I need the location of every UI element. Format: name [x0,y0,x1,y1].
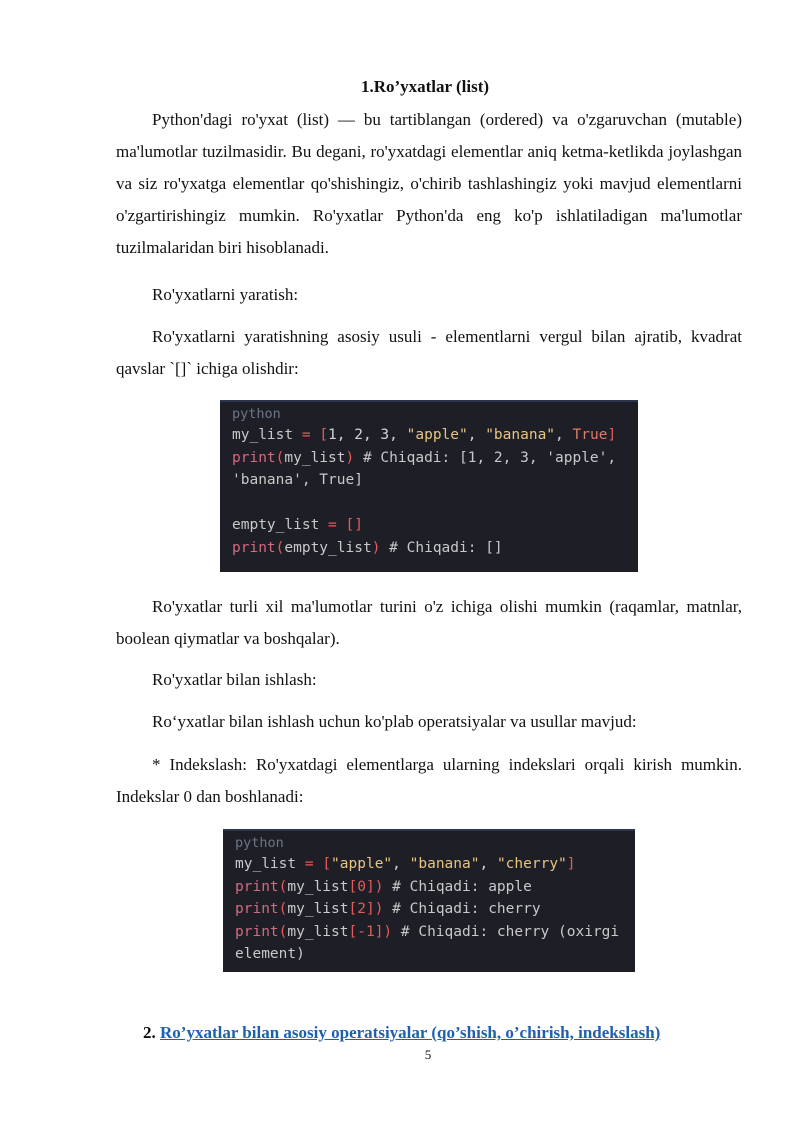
code-block-create [220,400,638,572]
code-line: print(my_list) # Chiqadi: [1, 2, 3, 'apple', [232,449,617,466]
section-2-link[interactable]: Ro’yxatlar bilan asosiy operatsiyalar (qo’shish, o’chirish, indekslash) [160,1023,661,1042]
code-blank-line [232,492,638,515]
section-2-number: 2. [143,1023,156,1042]
code-line: element) [235,946,305,962]
code-language-label: python [232,406,281,422]
code-line: my_list = [1, 2, 3, "apple", "banana", True] [232,427,617,443]
code-line: print(my_list[-1]) # Chiqadi: cherry (oxirgi [235,923,620,940]
code-line: 'banana', True] [232,472,363,488]
paragraph-indexing: * Indekslash: Ro'yxatdagi elementlarga ularning indekslari orqali kirish mumkin. Indekslar 0 dan boshlanadi: [116,755,742,806]
paragraph-working-heading: Ro'yxatlar bilan ishlash: [152,670,317,689]
code-block-index [223,829,635,972]
section-title: 1.Ro’yxatlar (list) [360,77,490,96]
code-line: my_list = ["apple", "banana", "cherry"] [235,856,576,872]
code-language-label: python [235,835,284,851]
paragraph-creating-heading: Ro'yxatlarni yaratish: [152,285,299,304]
code-line: print(my_list[0]) # Chiqadi: apple [235,878,532,895]
paragraph-working-desc: Ro‘yxatlar bilan ishlash uchun ko'plab operatsiyalar va usullar mavjud: [152,712,637,731]
code-line: empty_list = [] [232,517,363,533]
paragraph-types: Ro'yxatlar turli xil ma'lumotlar turini o'z ichiga olishi mumkin (raqamlar, matnlar, boolean qiymatlar va boshqalar). [116,597,742,648]
paragraph-creating-desc: Ro'yxatlarni yaratishning asosiy usuli - elementlarni vergul bilan ajratib, kvadrat qavslar `[]` ichiga olishdir: [116,327,742,378]
page-number: 5 [424,1047,432,1062]
section-2-heading [143,1023,660,1043]
code-line: print(empty_list) # Chiqadi: [] [232,539,503,556]
paragraph-intro: Python'dagi ro'yxat (list) — bu tartiblangan (ordered) va o'zgaruvchan (mutable) ma'lumotlar tuzilmasidir. Bu degani, ro'yxatdagi elementlar aniq ketma-ketlikda joylashgan va siz ro'yxatga elementlar qo'shishingiz, o'chirib tashlashingiz yoki mavjud elementlarni o'zgartirishingiz mumkin. Ro'yxatlar Python'da eng ko'p ishlatiladigan ma'lumotlar tuzilmalaridan biri hisoblanadi. [116,110,742,257]
code-line: print(my_list[2]) # Chiqadi: cherry [235,901,541,917]
